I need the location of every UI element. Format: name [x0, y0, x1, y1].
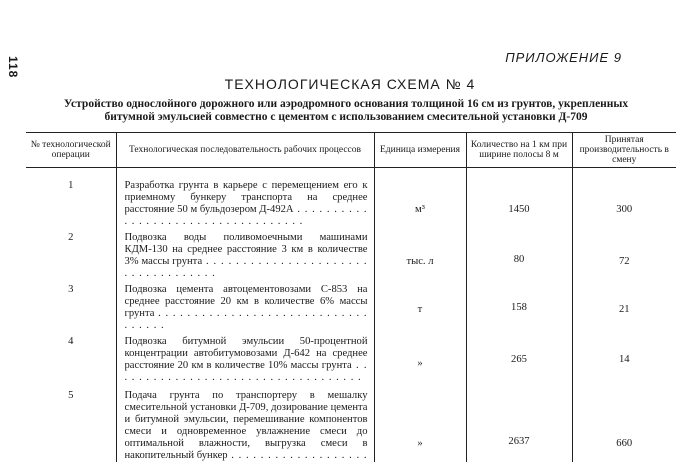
process-text: Подвозка воды поливомоечными машинами КДМ-130 на среднее расстояние 3 км в количестве 3% массы грунта . . .: [125, 232, 368, 279]
header-operation-number: № технологической операции: [26, 133, 116, 168]
table-row: [26, 228, 676, 280]
performance-cell: 300: [572, 168, 676, 229]
process-cell: [116, 280, 374, 332]
operation-number: 3: [68, 284, 74, 295]
header-unit: Единица измерения: [374, 133, 466, 168]
subtitle: Устройство однослойного дорожного или аэродромного основания толщиной 16 см из грунтов, укрепленных битумной эмульсией совместно с цементом с использованием смесительной установки Д-709: [63, 98, 629, 123]
table-row: [26, 280, 676, 332]
operation-number: 2: [68, 232, 74, 243]
header-performance: Принятая производительность в смену: [572, 133, 676, 168]
header-process: Технологическая последовательность рабочих процессов: [116, 133, 374, 168]
header-quantity: Количество на 1 км при ширине полосы 8 м: [466, 133, 572, 168]
unit-cell: »: [374, 384, 466, 462]
quantity-cell: 1450: [466, 168, 572, 229]
quantity-cell: 2637: [466, 384, 572, 462]
process-cell: [116, 384, 374, 462]
performance-cell: 14: [572, 332, 676, 384]
table-row: [26, 332, 676, 384]
unit-cell: м³: [374, 168, 466, 229]
quantity-cell: 158: [466, 280, 572, 332]
appendix-label: ПРИЛОЖЕНИЕ 9: [505, 50, 622, 65]
unit-cell: тыс. л: [374, 228, 466, 280]
scheme-title: ТЕХНОЛОГИЧЕСКАЯ СХЕМА № 4: [224, 76, 476, 92]
process-text: Подвозка цемента автоцементовозами С-853 на среднее расстояние 20 км в количестве 6% массы грунта . . .: [125, 284, 368, 331]
operation-number: 1: [68, 180, 74, 191]
unit-cell: т: [374, 280, 466, 332]
page-number: 118: [6, 56, 20, 79]
quantity-cell: 265: [466, 332, 572, 384]
process-text: Подача грунта по транспортеру в мешалку смесительной установки Д-709, дозирование цемента и битумной эмульсии, перемешивание компонентов смеси и одновременное увлажнение смеси до оптимальной влажности, выгрузка смеси в накопительный бункер . . .: [125, 390, 368, 462]
table-row: [26, 384, 676, 462]
operations-table: [26, 132, 676, 462]
operation-number: 5: [68, 390, 74, 401]
table-row: [26, 168, 676, 229]
performance-cell: 72: [572, 228, 676, 280]
performance-cell: 21: [572, 280, 676, 332]
process-cell: [116, 168, 374, 229]
process-cell: [116, 228, 374, 280]
process-text: Подвозка битумной эмульсии 50-процентной концентрации автобитумовозами Д-642 на среднее расстояние 20 км в количестве 10% массы грунта . . .: [125, 336, 368, 383]
process-text: Разработка грунта в карьере с перемещением его к приемному бункеру транспорта на среднее расстояние 50 м бульдозером Д-492А . . .: [125, 180, 368, 227]
performance-cell: 660: [572, 384, 676, 462]
quantity-cell: 80: [466, 228, 572, 280]
operation-number: 4: [68, 336, 74, 347]
process-cell: [116, 332, 374, 384]
unit-cell: »: [374, 332, 466, 384]
table-header-row: [26, 133, 676, 168]
